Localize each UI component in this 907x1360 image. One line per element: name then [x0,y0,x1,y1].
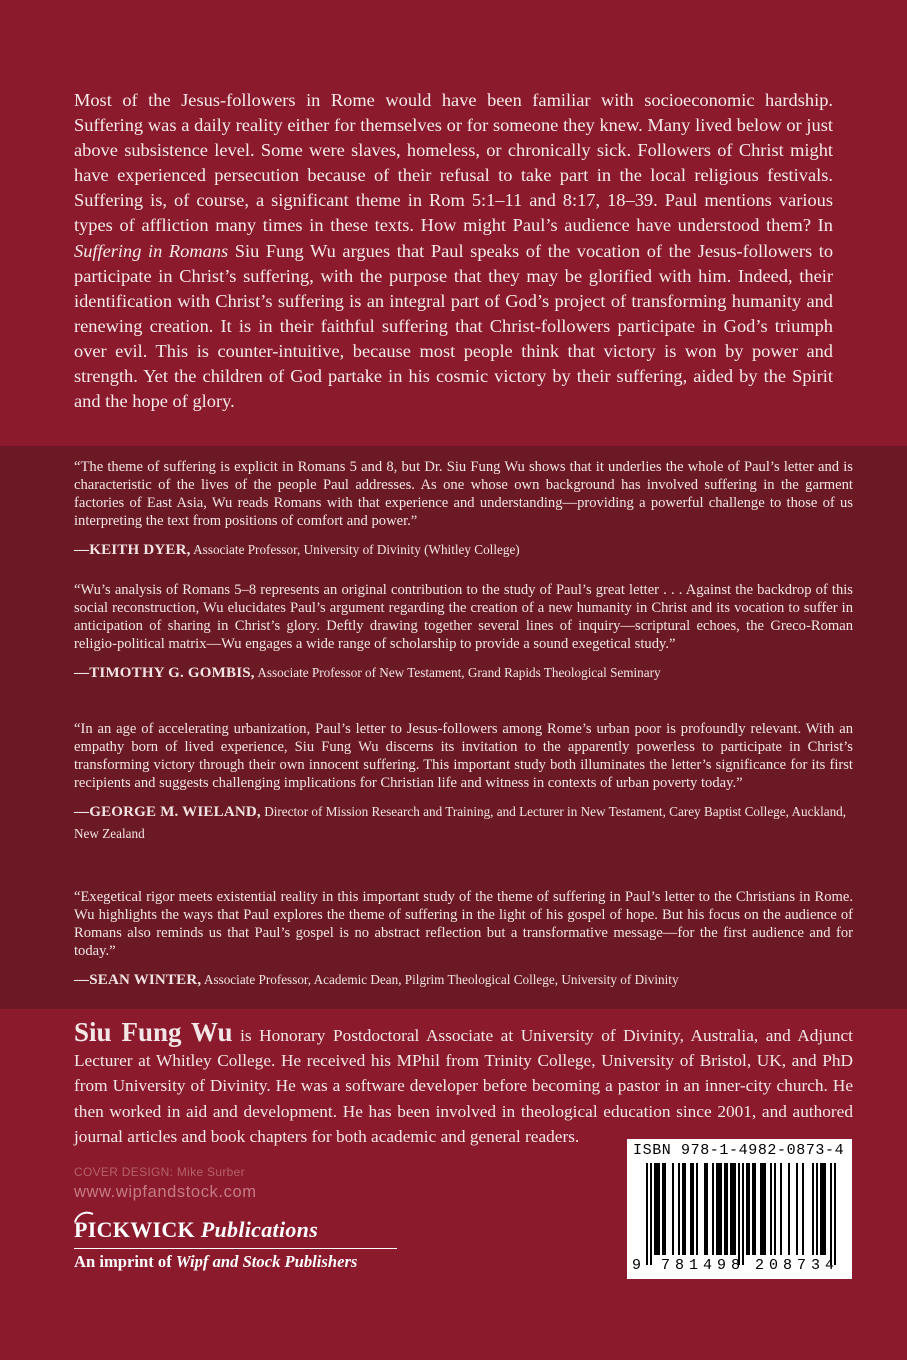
barcode-bar [692,1163,694,1255]
barcode-bar [724,1163,726,1255]
endorsement-quote: “The theme of suffering is explicit in Romans 5 and 8, but Dr. Siu Fung Wu shows that it underlies the whole of Paul’s letter and is characteristic of the lives of the people Paul addresses. As one whose own background has involved suffering in the garment factories of East Asia, Wu reads Romans with that experience and understanding—providing a powerful challenge to those of us interpreting the text from positions of comfort and power.” [74,459,853,530]
barcode-bar [720,1163,722,1255]
endorsement-attribution [74,539,853,561]
publisher-website[interactable]: www.wipfandstock.com [74,1183,257,1201]
endorsement-attribution [74,662,853,684]
endorser-affiliation: Associate Professor, Academic Dean, Pilgrim Theological College, University of Divinity [201,972,679,988]
endorsement-quote: “Exegetical rigor meets existential reality in this important study of the theme of suffering in Paul’s letter to the Christians in Rome. Wu highlights the ways that Paul explores the theme of suffering in the light of his gospel of hope. But his focus on the audience of Romans also reminds us that Paul’s gospel is no abstract reflection but a transformative message—for the first audience and for today.” [74,889,853,960]
imprint-name: Wipf and Stock Publishers [175,1252,358,1271]
publisher-name: PICKWICK [74,1217,195,1242]
endorsement-attribution [74,969,853,991]
book-title: Suffering in Romans [74,240,229,261]
barcode-bar [730,1163,732,1255]
barcode-bar [824,1163,826,1255]
barcode-bar [748,1163,750,1255]
endorsement [74,581,853,684]
barcode-bar [678,1163,680,1255]
endorser-name: —TIMOTHY G. GOMBIS, [74,665,255,682]
barcode-bar [830,1163,832,1265]
barcode-bar [822,1163,824,1255]
endorser-name: —KEITH DYER, [74,542,191,559]
barcode-bar [682,1163,684,1255]
cover-design-credit: COVER DESIGN: Mike Surber [74,1165,245,1179]
barcode-bar [732,1163,734,1255]
endorsement-quote: “Wu’s analysis of Romans 5–8 represents an original contribution to the study of Paul’s great letter . . . Against the backdrop of this social reconstruction, Wu elucidates Paul’s argument regarding the creation of a new humanity in Christ and its vocation to suffer in anticipation of sharing in Christ’s glory. Deftly drawing together several lines of inquiry—scriptural echoes, the Greco-Roman religio-political matrix—Wu engages a wide range of scholarship to provide a sound exegetical study.” [74,582,853,653]
barcode-bar [770,1163,772,1255]
barcode [627,1139,852,1279]
endorsements-section [0,446,907,1009]
author-name: Siu Fung Wu [74,1017,233,1047]
barcode-right-group: 208734 [755,1257,840,1274]
barcode-bar [656,1163,658,1255]
swash-icon [74,1211,94,1223]
bio-text: is Honorary Postdoctoral Associate at University of Divinity, Australia, and Adjunct Lecturer at Whitley College. He received his MPhil from Trinity College, University of Bristol, UK, and PhD from University of Divinity. He was a software developer before becoming a pastor in an inner-city church. He then worked in aid and development. He has been involved in theological education since 2001, and authored journal articles and book chapters for both academic and general readers. [74,1026,853,1146]
endorsement-attribution [74,801,853,845]
barcode-bar [746,1163,748,1255]
barcode-bar [788,1163,790,1255]
barcode-bar [834,1163,836,1265]
endorser-affiliation: Associate Professor of New Testament, Grand Rapids Theological Seminary [254,665,661,681]
barcode-first-digit: 9 [632,1257,642,1274]
barcode-bar [780,1163,782,1255]
barcode-bar [706,1163,708,1255]
publisher-rule [74,1248,397,1249]
barcode-bar [662,1163,664,1255]
barcode-bar [764,1163,766,1255]
barcode-bar [658,1163,660,1255]
publisher-suffix: Publications [200,1217,319,1242]
barcode-bar [796,1163,798,1255]
barcode-bar [726,1163,728,1255]
summary-paragraph: Most of the Jesus-followers in Rome would have been familiar with socioeconomic hardship. Suffering was a daily reality either for themselves or for someone they knew. Many lived below or just above subsistence level. Some were slaves, homeless, or chronically sick. Followers of Christ might have experienced persecution because of their refusal to take part in the local religious festivals. Suffering is, of course, a significant theme in Rom 5:1–11 and 8:17, 18–39. Paul mentions various types of affliction many times in these texts. How might Paul’s audience have understood them? In Suffering in Romans Siu Fung Wu argues that Paul speaks of the vocation of the Jesus-followers to participate in Christ’s suffering, with the purpose that they may be glorified with him. Indeed, their identification with Christ’s suffering is an integral part of God’s project of transforming humanity and renewing creation. It is in their faithful suffering that Christ-followers participate in God’s triumph over evil. This is counter-intuitive, because most people think that victory is won by power and strength. Yet the children of God partake in his cosmic victory by their suffering, aided by the Spirit and the hope of glory. [74,90,834,412]
summary-section [0,0,907,446]
barcode-bar [812,1163,814,1255]
barcode-bar [734,1163,736,1255]
barcode-bar [690,1163,692,1255]
barcode-bar [760,1163,762,1255]
endorser-affiliation: Director of Mission Research and Training, and Lecturer in New Testament, Carey Baptist College, Auckland, New Zealand [74,804,847,842]
barcode-bar [718,1163,720,1255]
imprint-line: An imprint of Wipf and Stock Publishers [74,1252,358,1271]
barcode-bar [820,1163,822,1255]
endorser-name: —GEORGE M. WIELAND, [74,804,261,821]
barcode-bar [716,1163,718,1255]
barcode-bar [664,1163,666,1255]
isbn-label: ISBN 978-1-4982-0873-4 [633,1142,845,1159]
barcode-bar [738,1163,740,1265]
barcode-bar [704,1163,706,1255]
endorser-affiliation: Associate Professor, University of Divinity (Whitley College) [190,542,520,558]
barcode-bar [646,1163,648,1265]
barcode-bar [712,1163,714,1255]
barcode-bar [774,1163,776,1255]
barcode-bar [816,1163,818,1255]
barcode-bar [742,1163,744,1265]
author-bio [74,1017,853,1149]
barcode-bar [802,1163,804,1255]
endorser-name: —SEAN WINTER, [74,972,202,989]
barcode-bar [696,1163,698,1255]
barcode-bar [650,1163,652,1265]
barcode-bar [654,1163,656,1255]
barcode-bar [672,1163,674,1255]
endorsement [74,458,853,561]
endorsement [74,720,853,845]
barcode-bar [762,1163,764,1255]
barcode-bar [754,1163,756,1255]
barcode-left-group: 781498 [661,1257,746,1274]
publisher-logo [74,1217,399,1243]
endorsement [74,888,853,991]
barcode-bar [752,1163,754,1255]
endorsement-quote: “In an age of accelerating urbanization, Paul’s letter to Jesus-followers among Rome’s urban poor is profoundly relevant. With an empathy born of lived experience, Siu Fung Wu discerns its invitation to the apparently powerless to participate in Christ’s transforming victory through their own innocent suffering. This important study both illuminates the letter’s significance for its first recipients and suggests challenging implications for Christian life and witness in contexts of urban poverty today.” [74,721,853,792]
barcode-bar [684,1163,686,1255]
